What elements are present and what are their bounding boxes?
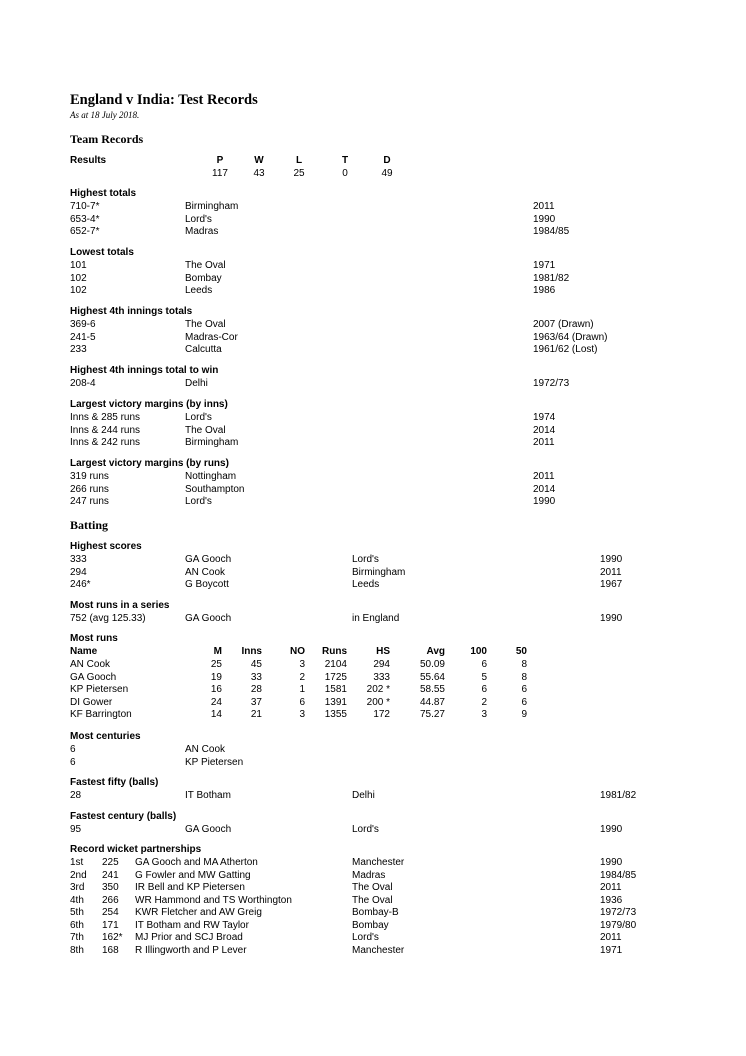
record-value: Inns & 244 runs (70, 424, 141, 436)
section-title: Fastest fifty (balls) (70, 777, 159, 788)
partnership-venue: The Oval (352, 882, 393, 893)
record-venue: Birmingham (185, 437, 239, 448)
highest-score-value: 246* (70, 579, 91, 590)
most-runs-header: 50 (515, 646, 527, 657)
section-title: Record wicket partnerships (70, 844, 202, 855)
most-runs-cell: 200 * (366, 696, 390, 708)
record-season: 1990 (533, 496, 556, 507)
record-value: 101 (70, 260, 87, 271)
highest-score-season: 2011 (600, 566, 622, 578)
most-runs-cell: 1 (299, 684, 305, 695)
most-runs-header: Avg (426, 646, 445, 657)
highest-score-player: AN Cook (185, 566, 226, 578)
most-runs-cell: 202 * (366, 684, 390, 695)
section-title: Highest scores (70, 541, 142, 552)
most-runs-cell: 6 (481, 684, 487, 695)
record-value: 233 (70, 344, 87, 355)
record-venue: Leeds (185, 285, 213, 296)
page-title: England v India: Test Records (70, 92, 258, 108)
record-value: 102 (70, 272, 87, 284)
most-runs-cell: 1355 (324, 709, 347, 720)
most-runs-cell: 16 (210, 684, 222, 695)
record-season: 1971 (533, 260, 556, 271)
partnership-wicket: 4th (70, 894, 84, 906)
partnership-runs: 254 (102, 907, 119, 918)
fastest-fifty-season: 1981/82 (600, 790, 637, 801)
partnership-season: 2011 (600, 932, 622, 943)
record-venue: The Oval (185, 260, 226, 271)
record-venue: Lord's (185, 213, 212, 225)
results-header: L (295, 155, 303, 166)
record-season: 2011 (533, 437, 555, 448)
partnership-players: KWR Fletcher and AW Greig (135, 907, 262, 918)
centuries-player: AN Cook (185, 744, 226, 755)
section-title: Highest 4th innings totals (70, 306, 193, 317)
partnership-players: IR Bell and KP Pietersen (135, 882, 245, 893)
partnership-season: 1936 (600, 894, 623, 906)
most-runs-cell: 8 (521, 659, 527, 670)
most-runs-cell: 58.55 (419, 684, 445, 695)
most-runs-name: GA Gooch (70, 671, 117, 683)
record-value: 319 runs (70, 471, 109, 482)
record-season: 2007 (Drawn) (533, 319, 594, 330)
most-runs-cell: 6 (299, 696, 305, 708)
partnership-season: 1990 (600, 857, 623, 868)
partnership-runs: 171 (102, 919, 119, 931)
record-season: 1990 (533, 213, 556, 225)
partnership-runs: 168 (102, 944, 119, 956)
record-value: 369-6 (70, 319, 96, 330)
most-runs-name: KF Barrington (70, 709, 132, 720)
most-runs-header: HS (376, 646, 390, 657)
record-season: 1984/85 (533, 226, 570, 237)
most-runs-name: AN Cook (70, 659, 111, 670)
highest-score-venue: Lord's (352, 554, 379, 565)
highest-score-venue: Leeds (352, 579, 380, 590)
batting-heading: Batting (70, 518, 109, 532)
record-value: Inns & 242 runs (70, 437, 141, 448)
most-runs-cell: 172 (373, 709, 390, 720)
record-season: 1986 (533, 285, 556, 296)
most-runs-cell: 55.64 (419, 671, 445, 683)
record-venue: Calcutta (185, 344, 222, 355)
results-value: 25 (293, 168, 305, 179)
most-runs-cell: 9 (521, 709, 527, 720)
record-value: 247 runs (70, 496, 109, 507)
results-header: D (383, 155, 391, 166)
record-value: 208-4 (70, 378, 96, 389)
record-season: 2014 (533, 483, 556, 495)
series-runs-value: 752 (avg 125.33) (70, 613, 146, 624)
results-header: P (216, 155, 224, 166)
partnership-season: 1972/73 (600, 907, 637, 918)
series-runs-player: GA Gooch (185, 613, 232, 624)
fastest-fifty-player: IT Botham (185, 790, 231, 801)
most-runs-cell: 6 (521, 684, 527, 695)
results-value: 43 (253, 168, 265, 179)
partnership-players: G Fowler and MW Gatting (135, 869, 251, 881)
most-runs-cell: 3 (481, 709, 487, 720)
centuries-value: 6 (70, 744, 76, 755)
most-runs-cell: 2 (299, 671, 305, 683)
most-runs-cell: 294 (373, 659, 390, 670)
section-title: Fastest century (balls) (70, 811, 177, 822)
most-runs-cell: 45 (250, 659, 262, 670)
fastest-century-value: 95 (70, 824, 82, 835)
most-runs-header: Inns (241, 646, 262, 657)
most-runs-cell: 50.09 (419, 659, 445, 670)
record-venue: The Oval (185, 424, 226, 436)
partnership-wicket: 8th (70, 944, 84, 956)
page-subtitle: As at 18 July 2018. (70, 110, 140, 120)
fastest-century-season: 1990 (600, 824, 623, 835)
partnership-players: IT Botham and RW Taylor (135, 919, 249, 931)
record-value: 241-5 (70, 331, 96, 343)
partnership-wicket: 6th (70, 919, 84, 931)
record-venue: Madras (185, 226, 219, 237)
record-value: 653-4* (70, 213, 100, 225)
section-title: Most runs in a series (70, 600, 170, 611)
most-runs-name: DI Gower (70, 696, 113, 708)
most-runs-cell: 8 (521, 671, 527, 683)
most-runs-cell: 37 (250, 696, 262, 708)
most-runs-header: M (213, 646, 222, 657)
record-season: 1972/73 (533, 378, 570, 389)
highest-score-value: 333 (70, 554, 87, 565)
partnership-runs: 241 (102, 869, 119, 881)
record-season: 1961/62 (Lost) (533, 344, 598, 355)
most-runs-header: Runs (322, 646, 347, 657)
section-title: Most centuries (70, 731, 141, 742)
partnership-wicket: 7th (70, 932, 84, 943)
fastest-century-player: GA Gooch (185, 824, 232, 835)
record-value: Inns & 285 runs (70, 412, 141, 423)
highest-score-player: GA Gooch (185, 554, 232, 565)
series-runs-venue: in England (352, 613, 400, 624)
most-runs-cell: 33 (250, 671, 262, 683)
record-venue: Birmingham (185, 201, 239, 212)
partnership-players: MJ Prior and SCJ Broad (135, 932, 243, 943)
results-value: 117 (212, 168, 228, 179)
partnership-wicket: 5th (70, 907, 84, 918)
record-venue: Madras-Cor (185, 331, 238, 343)
record-season: 2011 (533, 201, 555, 212)
partnership-season: 2011 (600, 882, 622, 893)
record-venue: Bombay (185, 272, 222, 284)
record-season: 1981/82 (533, 272, 570, 284)
highest-score-value: 294 (70, 566, 87, 578)
section-title: Lowest totals (70, 247, 134, 258)
section-title: Highest 4th innings total to win (70, 365, 219, 376)
partnership-venue: Bombay (352, 919, 389, 931)
most-runs-cell: 21 (250, 709, 262, 720)
partnership-venue: Lord's (352, 932, 379, 943)
most-runs-cell: 28 (250, 684, 262, 695)
partnership-wicket: 3rd (70, 882, 85, 893)
most-runs-header: Name (70, 646, 98, 657)
most-runs-cell: 3 (299, 659, 305, 670)
partnership-season: 1971 (600, 944, 623, 956)
fastest-fifty-value: 28 (70, 790, 82, 801)
record-season: 2011 (533, 471, 555, 482)
highest-score-venue: Birmingham (352, 566, 406, 578)
section-title: Largest victory margins (by inns) (70, 399, 228, 410)
most-runs-header: NO (290, 646, 305, 657)
partnership-venue: Bombay-B (352, 907, 399, 918)
series-runs-season: 1990 (600, 613, 623, 624)
results-header: T (341, 155, 349, 166)
partnership-runs: 162* (102, 932, 123, 943)
most-runs-cell: 3 (299, 709, 305, 720)
most-runs-cell: 1725 (324, 671, 347, 683)
partnership-runs: 266 (102, 894, 119, 906)
partnership-venue: Manchester (352, 944, 405, 956)
highest-score-season: 1990 (600, 554, 623, 565)
most-runs-cell: 24 (210, 696, 222, 708)
record-season: 1963/64 (Drawn) (533, 331, 608, 343)
record-venue: Southampton (185, 483, 245, 495)
record-value: 652-7* (70, 226, 100, 237)
results-label: Results (70, 155, 107, 166)
team-records-heading: Team Records (70, 132, 144, 146)
most-runs-cell: 2 (481, 696, 487, 708)
results-header: W (254, 155, 264, 166)
section-title: Highest totals (70, 188, 137, 199)
most-runs-name: KP Pietersen (70, 684, 129, 695)
fastest-century-venue: Lord's (352, 824, 379, 835)
record-venue: Delhi (185, 378, 208, 389)
partnership-players: R Illingworth and P Lever (135, 944, 247, 956)
most-runs-cell: 1391 (324, 696, 347, 708)
most-runs-cell: 75.27 (419, 709, 445, 720)
record-venue: Nottingham (185, 471, 237, 482)
record-venue: Lord's (185, 496, 212, 507)
highest-score-season: 1967 (600, 579, 623, 590)
highest-score-player: G Boycott (185, 579, 229, 590)
record-value: 266 runs (70, 483, 109, 495)
partnership-runs: 225 (102, 857, 119, 868)
most-runs-cell: 1581 (324, 684, 347, 695)
most-runs-cell: 25 (210, 659, 222, 670)
most-runs-cell: 6 (521, 696, 527, 708)
most-runs-cell: 333 (373, 671, 390, 683)
centuries-player: KP Pietersen (185, 756, 244, 768)
partnership-venue: The Oval (352, 894, 393, 906)
record-venue: Lord's (185, 412, 212, 423)
most-runs-cell: 44.87 (419, 696, 445, 708)
partnership-venue: Manchester (352, 857, 405, 868)
partnership-wicket: 2nd (70, 869, 87, 881)
most-runs-header: 100 (470, 646, 487, 657)
record-venue: The Oval (185, 319, 226, 330)
most-runs-cell: 14 (210, 709, 222, 720)
results-value: 0 (342, 168, 348, 179)
partnership-season: 1984/85 (600, 869, 637, 881)
results-value: 49 (381, 168, 393, 179)
record-season: 1974 (533, 412, 556, 423)
most-runs-cell: 2104 (324, 659, 347, 670)
record-season: 2014 (533, 424, 556, 436)
centuries-value: 6 (70, 756, 76, 768)
partnership-wicket: 1st (70, 857, 84, 868)
fastest-fifty-venue: Delhi (352, 790, 375, 801)
record-value: 102 (70, 285, 87, 296)
partnership-venue: Madras (352, 869, 386, 881)
most-runs-cell: 6 (481, 659, 487, 670)
section-title: Most runs (70, 633, 118, 644)
partnership-season: 1979/80 (600, 919, 637, 931)
most-runs-cell: 5 (481, 671, 487, 683)
section-title: Largest victory margins (by runs) (70, 458, 229, 469)
record-value: 710-7* (70, 201, 100, 212)
most-runs-cell: 19 (210, 671, 222, 683)
partnership-players: GA Gooch and MA Atherton (135, 857, 258, 868)
partnership-players: WR Hammond and TS Worthington (135, 894, 292, 906)
partnership-runs: 350 (102, 882, 119, 893)
